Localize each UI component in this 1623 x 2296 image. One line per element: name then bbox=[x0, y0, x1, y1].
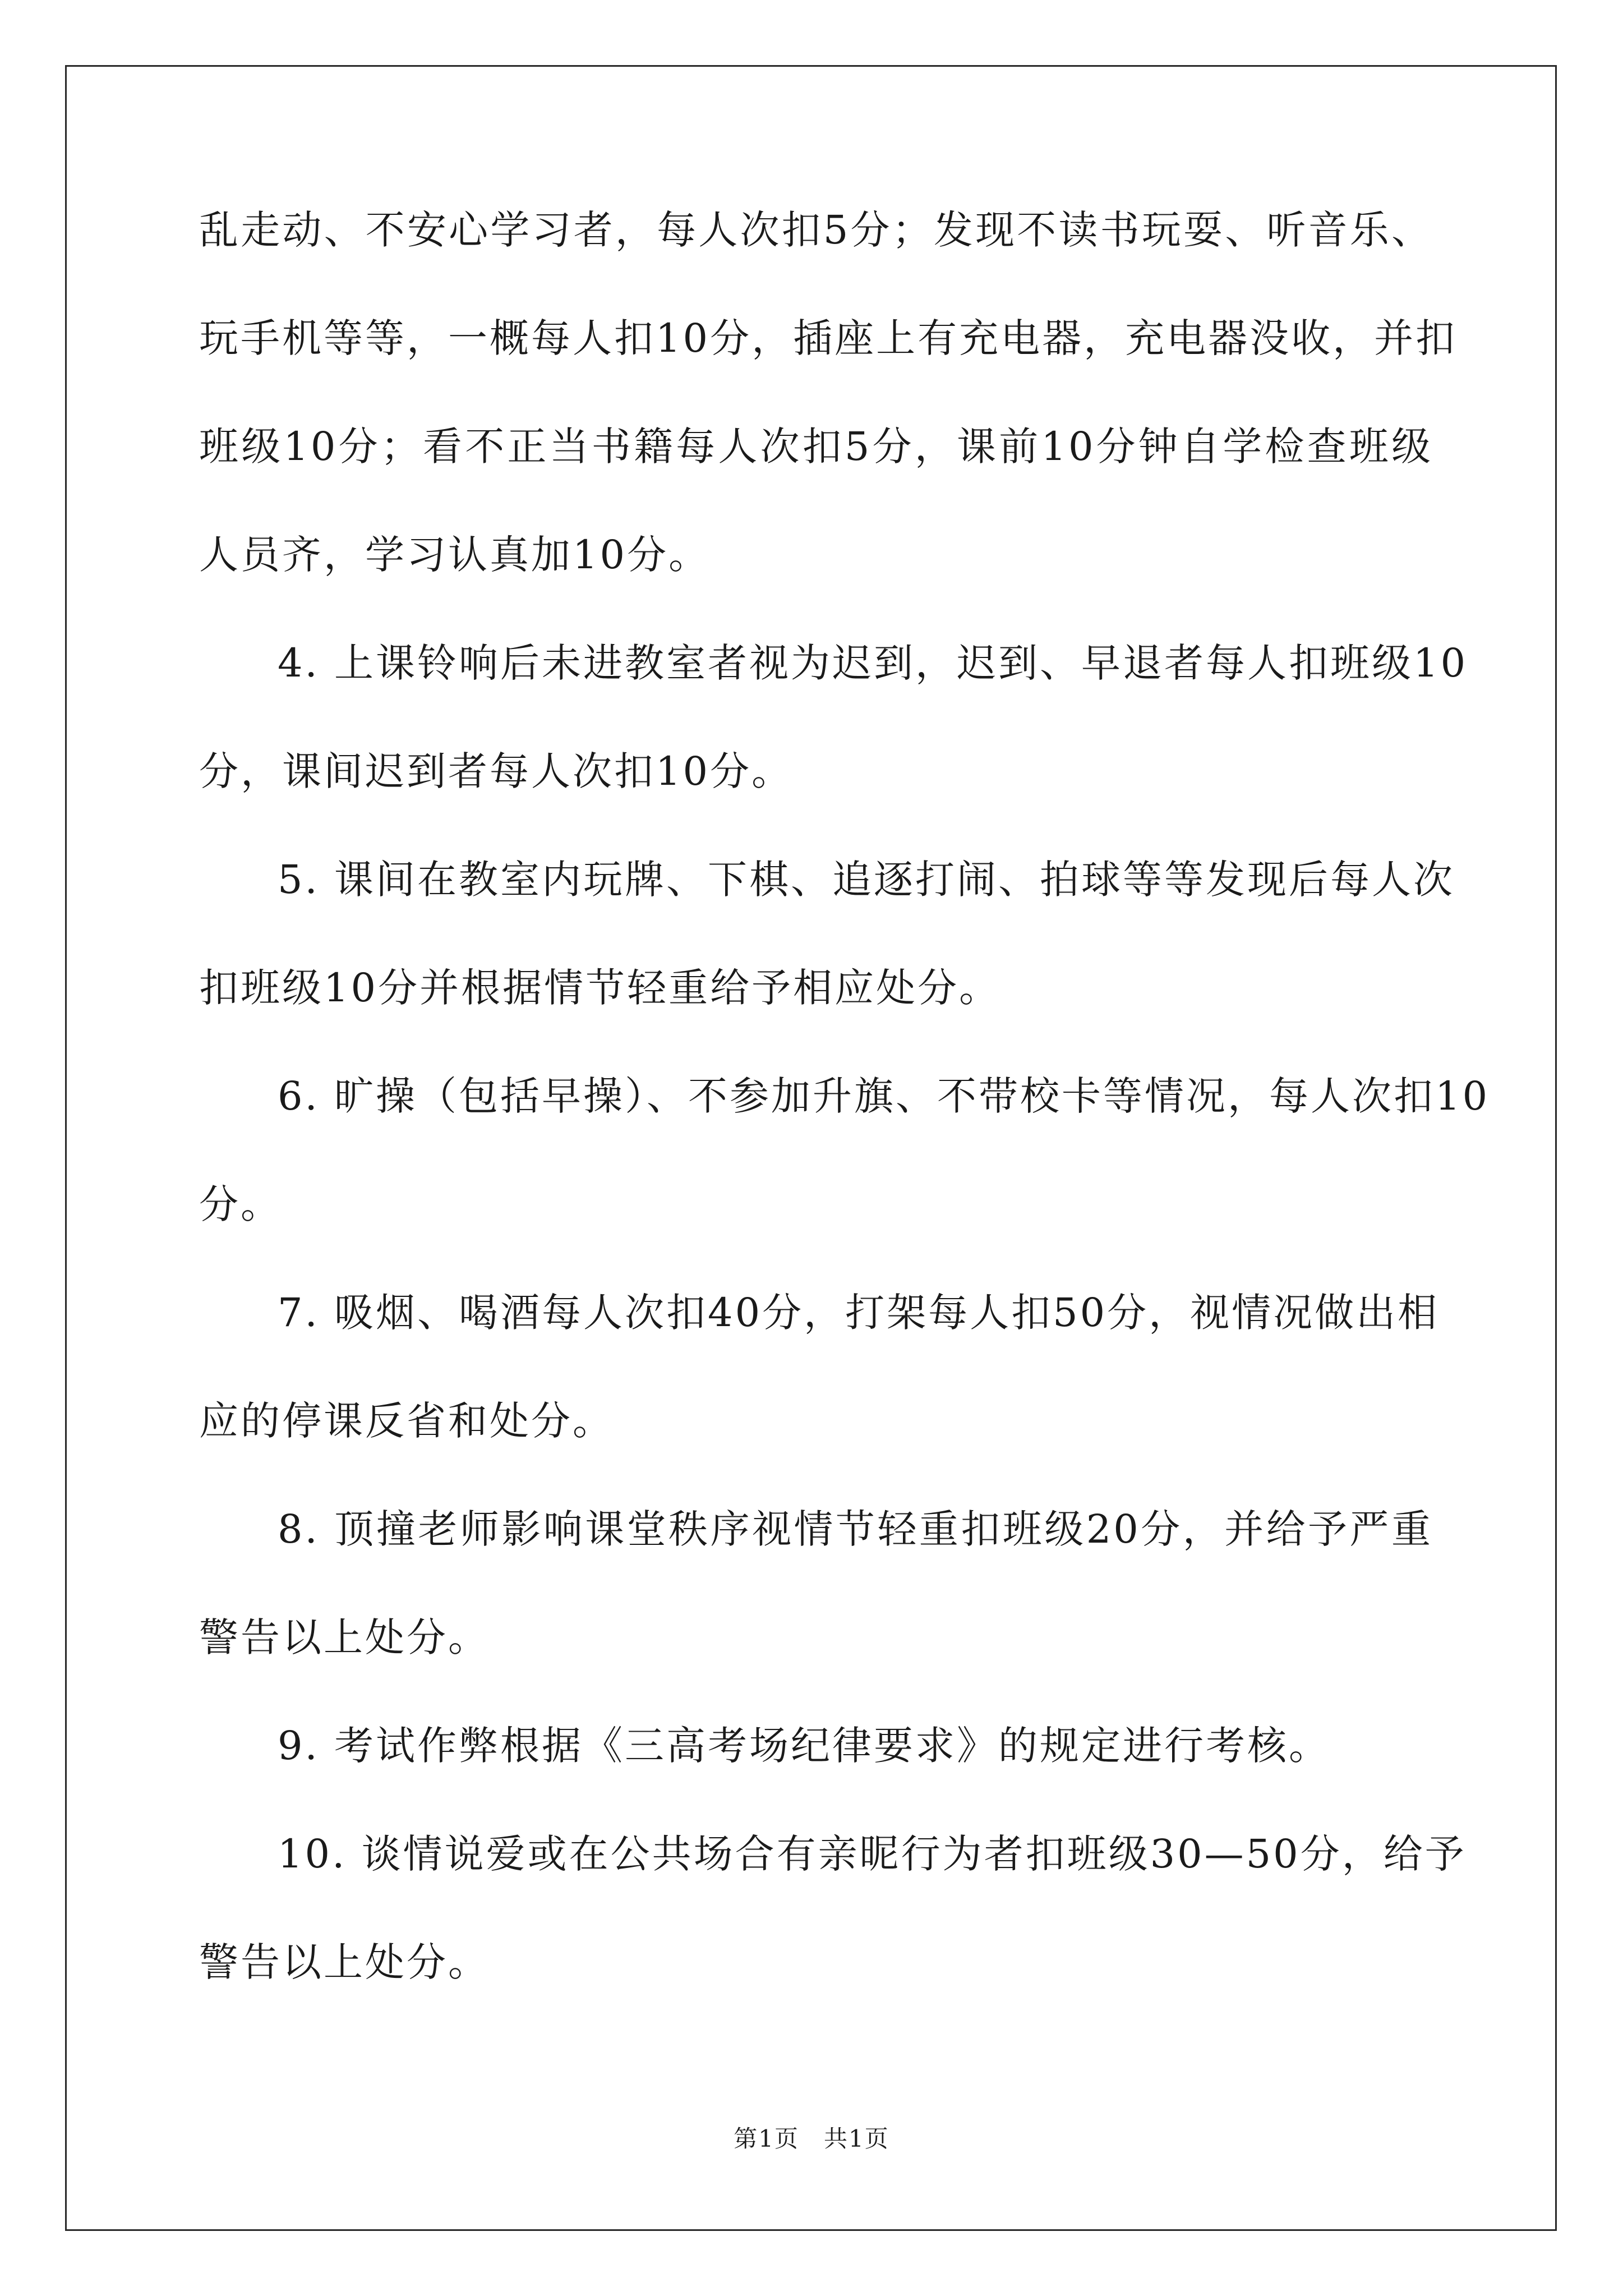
text-line: 9. 考试作弊根据《三高考场纪律要求》的规定进行考核。 bbox=[278, 1723, 1331, 1769]
text-line: 乱走动、不安心学习者，每人次扣5分；发现不读书玩耍、听音乐、 bbox=[199, 207, 1433, 253]
text-line: 10. 谈情说爱或在公共场合有亲昵行为者扣班级30—50分，给予 bbox=[278, 1831, 1467, 1877]
text-line: 班级10分；看不正当书籍每人次扣5分，课前10分钟自学检查班级 bbox=[199, 424, 1433, 470]
text-line: 8. 顶撞老师影响课堂秩序视情节轻重扣班级20分，并给予严重 bbox=[278, 1506, 1433, 1552]
text-line: 扣班级10分并根据情节轻重给予相应处分。 bbox=[199, 965, 1001, 1011]
page-footer: 第1页 共1页 bbox=[734, 2125, 889, 2152]
text-line: 玩手机等等，一概每人扣10分，插座上有充电器，充电器没收，并扣 bbox=[199, 315, 1458, 361]
text-line: 警告以上处分。 bbox=[199, 1939, 490, 1985]
text-line: 分，课间迟到者每人次扣10分。 bbox=[199, 748, 794, 794]
text-line: 应的停课反省和处分。 bbox=[199, 1398, 614, 1444]
text-line: 7. 吸烟、喝酒每人次扣40分，打架每人扣50分，视情况做出相 bbox=[278, 1290, 1440, 1336]
text-line: 人员齐，学习认真加10分。 bbox=[199, 532, 711, 578]
text-line: 分。 bbox=[199, 1181, 282, 1227]
text-line: 5. 课间在教室内玩牌、下棋、追逐打闹、拍球等等发现后每人次 bbox=[278, 857, 1455, 903]
text-line: 警告以上处分。 bbox=[199, 1614, 490, 1660]
text-line: 6. 旷操（包括早操）、不参加升旗、不带校卡等情况，每人次扣10 bbox=[278, 1073, 1490, 1119]
text-line: 4. 上课铃响后未进教室者视为迟到，迟到、早退者每人扣班级10 bbox=[278, 640, 1468, 686]
document-body bbox=[199, 205, 1490, 2045]
